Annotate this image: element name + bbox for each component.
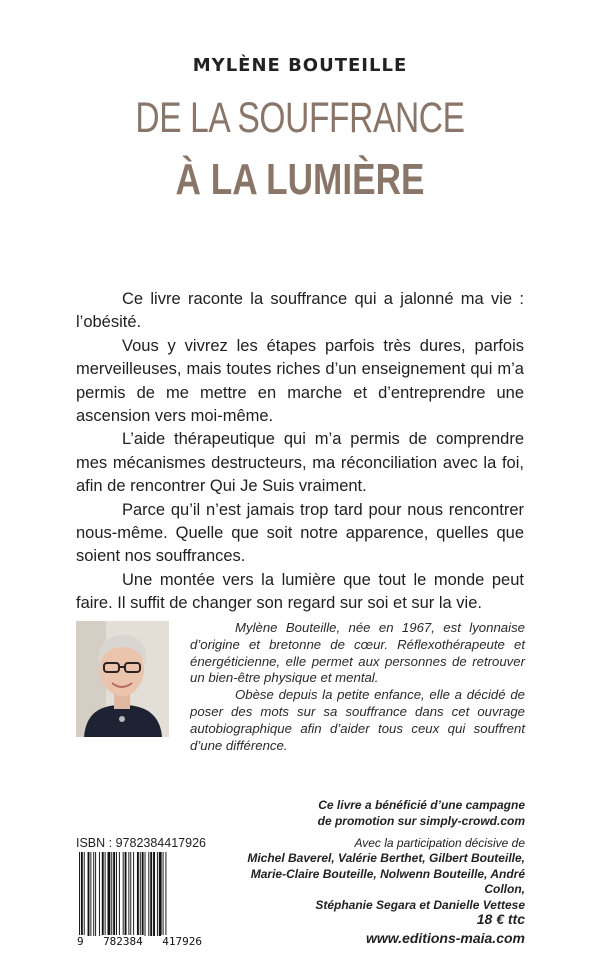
blurb-paragraph: Vous y vivrez les étapes parfois très dures, parfois merveilleuses, mais toutes riches d’un enseignement qui m’a permis de me mettre en marche et d’entreprendre une ascension vers moi-même.: [76, 336, 524, 426]
participants-line: Marie-Claire Bouteille, Nolwenn Bouteille, André Collon,: [250, 866, 525, 897]
barcode: [76, 852, 203, 948]
campaign-line: de promotion sur simply-crowd.com: [317, 814, 525, 828]
blurb-paragraph: L’aide thérapeutique qui m’a permis de comprendre mes mécanismes destructeurs, ma réconciliation avec la foi, afin de rencontrer Qui Je Suis vraiment.: [76, 430, 524, 496]
author-photo: [76, 621, 169, 737]
isbn-label: ISBN : 9782384417926: [76, 836, 206, 850]
bio-paragraph: Obèse depuis la petite enfance, elle a décidé de poser des mots sur sa souffrance dans cet ouvrage autobiographique afin d’aider tous ceux qui souffrent d’une différence.: [190, 687, 525, 753]
book-title-line-2: À LA LUMIÈRE: [175, 155, 425, 204]
back-cover-blurb: [76, 288, 524, 616]
bio-paragraph: Mylène Bouteille, née en 1967, est lyonnaise d’origine et bretonne de cœur. Réflexothérapeute et énergéticienne, elle permet aux personnes de retrouver un bien-être physique et mental.: [190, 620, 525, 686]
participation-intro: Avec la participation décisive de: [354, 836, 525, 850]
participants-list: [210, 851, 525, 913]
barcode-digits: [76, 935, 203, 948]
author-name: MYLÈNE BOUTEILLE: [192, 55, 408, 76]
participants-line: Stéphanie Segara et Danielle Vettese: [315, 897, 525, 912]
participants-line: Michel Baverel, Valérie Berthet, Gilbert Bouteille,: [247, 851, 525, 865]
blurb-paragraph: Une montée vers la lumière que tout le monde peut faire. Il suffit de changer son regard sur soi et sur la vie.: [76, 570, 524, 613]
barcode-digit-group: 417926: [162, 935, 202, 948]
campaign-note: [280, 797, 525, 829]
blurb-paragraph: Ce livre raconte la souffrance qui a jalonné ma vie : l’obésité.: [76, 290, 524, 332]
price: 18 € ttc: [476, 911, 525, 927]
book-title-line-1: DE LA SOUFFRANCE: [135, 94, 465, 142]
author-portrait-image: [76, 621, 169, 737]
campaign-line: Ce livre a bénéficié d’une campagne: [318, 798, 525, 812]
publisher-website: www.editions-maia.com: [366, 930, 525, 946]
author-bio: [190, 620, 525, 754]
barcode-digit-group: 782384: [103, 935, 143, 948]
barcode-digit-group: 9: [77, 935, 84, 948]
blurb-paragraph: Parce qu’il n’est jamais trop tard pour nous rencontrer nous-même. Quelle que soit notre apparence, quelles que soient nos souffrances.: [76, 500, 524, 566]
